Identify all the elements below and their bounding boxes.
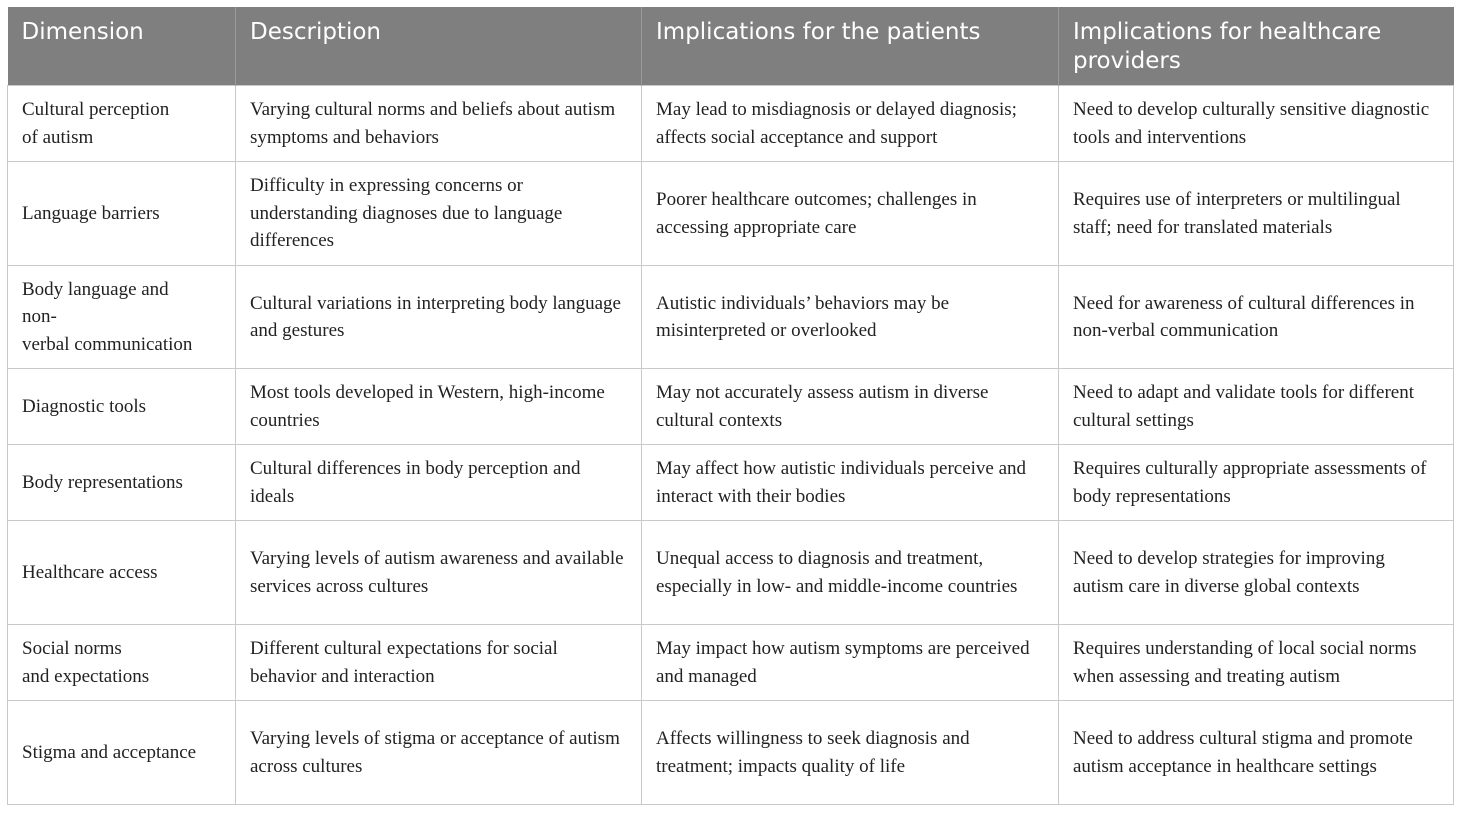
- table-row: [8, 625, 1454, 701]
- cell-providers: Need for awareness of cultural differences in non-verbal communication: [1059, 266, 1454, 369]
- table-row: [8, 266, 1454, 369]
- cell-description: Varying levels of stigma or acceptance of autism across cultures: [236, 701, 642, 805]
- header-implications-providers: Implications for healthcare providers: [1059, 7, 1454, 86]
- cell-dimension: Diagnostic tools: [8, 369, 236, 445]
- table-row: [8, 86, 1454, 162]
- cell-dimension: Language barriers: [8, 162, 236, 266]
- cell-dimension: Body language and non- verbal communication: [8, 266, 236, 369]
- cell-dimension: Social norms and expectations: [8, 625, 236, 701]
- header-row: [8, 7, 1454, 86]
- cell-dimension: Healthcare access: [8, 521, 236, 625]
- cell-description: Different cultural expectations for social behavior and interaction: [236, 625, 642, 701]
- cell-providers: Need to develop culturally sensitive diagnostic tools and interventions: [1059, 86, 1454, 162]
- table-row: [8, 162, 1454, 266]
- table-body: [8, 86, 1454, 805]
- table-row: [8, 701, 1454, 805]
- table-row: [8, 521, 1454, 625]
- cultural-dimensions-table: [7, 7, 1454, 805]
- cell-dimension: Stigma and acceptance: [8, 701, 236, 805]
- table-row: [8, 445, 1454, 521]
- cell-patients: May impact how autism symptoms are perceived and managed: [642, 625, 1059, 701]
- cell-providers: Requires culturally appropriate assessments of body representations: [1059, 445, 1454, 521]
- cell-description: Varying cultural norms and beliefs about autism symptoms and behaviors: [236, 86, 642, 162]
- cell-dimension: Body representations: [8, 445, 236, 521]
- cell-description: Varying levels of autism awareness and available services across cultures: [236, 521, 642, 625]
- cell-providers: Need to adapt and validate tools for different cultural settings: [1059, 369, 1454, 445]
- cell-description: Most tools developed in Western, high-income countries: [236, 369, 642, 445]
- cell-patients: May lead to misdiagnosis or delayed diagnosis; affects social acceptance and support: [642, 86, 1059, 162]
- table-header: [8, 7, 1454, 86]
- header-description: Description: [236, 7, 642, 86]
- cell-providers: Requires use of interpreters or multilingual staff; need for translated materials: [1059, 162, 1454, 266]
- cell-patients: Autistic individuals’ behaviors may be misinterpreted or overlooked: [642, 266, 1059, 369]
- cell-patients: Unequal access to diagnosis and treatment, especially in low- and middle-income countries: [642, 521, 1059, 625]
- cell-patients: Poorer healthcare outcomes; challenges in accessing appropriate care: [642, 162, 1059, 266]
- cell-description: Cultural differences in body perception and ideals: [236, 445, 642, 521]
- cell-description: Cultural variations in interpreting body language and gestures: [236, 266, 642, 369]
- cell-description: Difficulty in expressing concerns or understanding diagnoses due to language differences: [236, 162, 642, 266]
- header-implications-patients: Implications for the patients: [642, 7, 1059, 86]
- table-row: [8, 369, 1454, 445]
- cell-dimension: Cultural perception of autism: [8, 86, 236, 162]
- cell-providers: Requires understanding of local social norms when assessing and treating autism: [1059, 625, 1454, 701]
- cell-patients: May affect how autistic individuals perceive and interact with their bodies: [642, 445, 1059, 521]
- cell-providers: Need to address cultural stigma and promote autism acceptance in healthcare settings: [1059, 701, 1454, 805]
- cell-patients: Affects willingness to seek diagnosis and treatment; impacts quality of life: [642, 701, 1059, 805]
- cell-patients: May not accurately assess autism in diverse cultural contexts: [642, 369, 1059, 445]
- cell-providers: Need to develop strategies for improving autism care in diverse global contexts: [1059, 521, 1454, 625]
- header-dimension: Dimension: [8, 7, 236, 86]
